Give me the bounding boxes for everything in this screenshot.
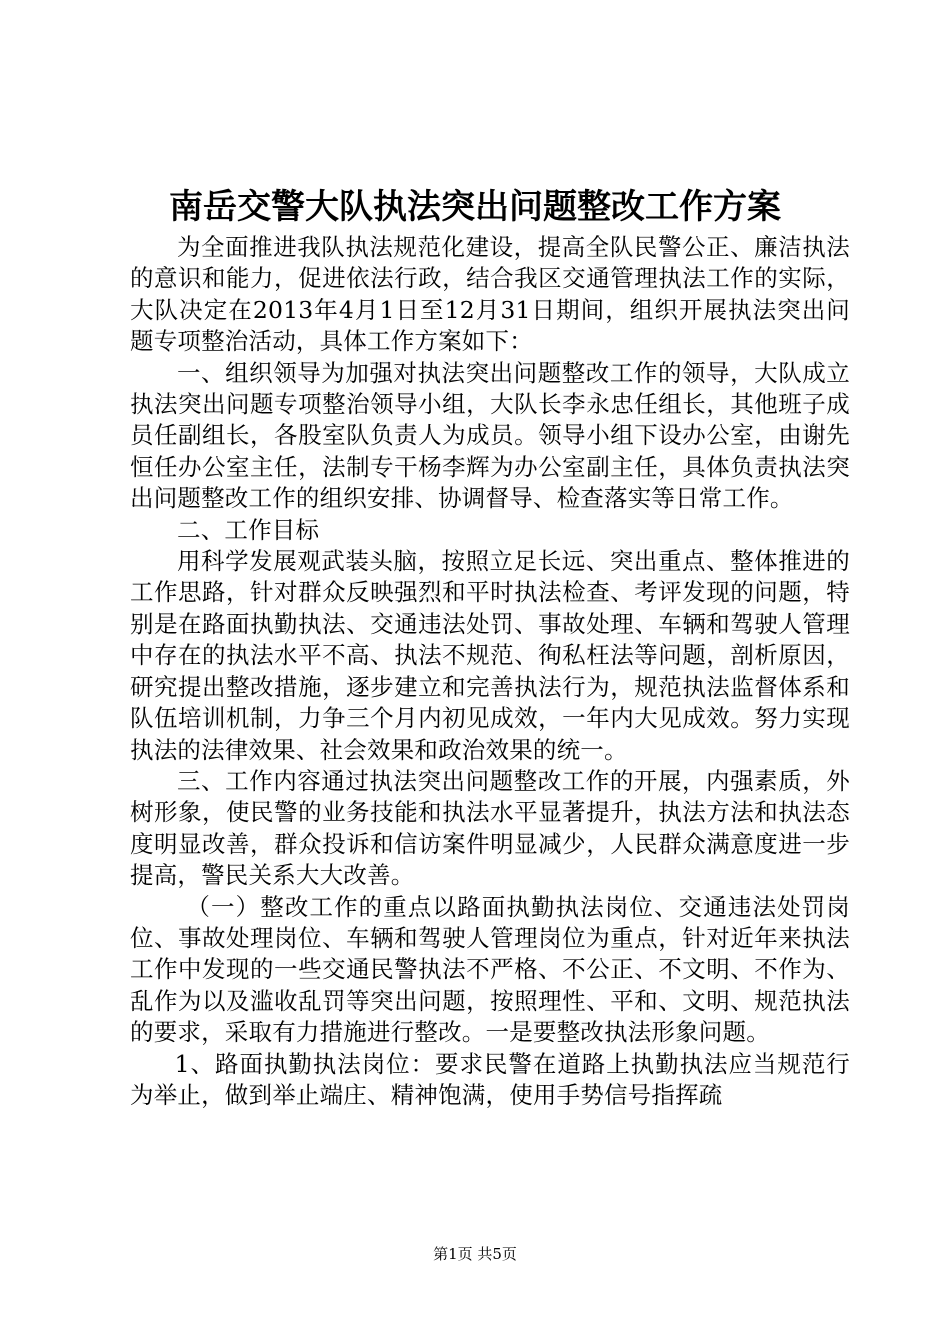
paragraph-road-duty: 1、路面执勤执法岗位：要求民警在道路上执勤执法应当规范行为举止，做到举止端庄、精神饱满，使用手势信号指挥疏 <box>130 1049 850 1109</box>
paragraph-intro: 为全面推进我队执法规范化建设，提高全队民警公正、廉洁执法的意识和能力，促进依法行政，结合我区交通管理执法工作的实际，大队决定在2013年4月1日至12月31日期间，组织开展执法突出问题专项整治活动，具体工作方案如下： <box>130 233 850 356</box>
document-body <box>130 232 850 1111</box>
paragraph-rectification-focus: （一）整改工作的重点以路面执勤执法岗位、交通违法处罚岗位、事故处理岗位、车辆和驾驶人管理岗位为重点，针对近年来执法工作中发现的一些交通民警执法不严格、不公正、不文明、不作为、乱作为以及滥收乱罚等突出问题，按照理性、平和、文明、规范执法的要求，采取有力措施进行整改。一是要整改执法形象问题。 <box>130 892 850 1047</box>
heading-work-goals: 二、工作目标 <box>177 515 320 544</box>
paragraph-organization: 一、组织领导为加强对执法突出问题整改工作的领导，大队成立执法突出问题专项整治领导小组，大队长李永忠任组长，其他班子成员任副组长，各股室队负责人为成员。领导小组下设办公室，由谢先恒任办公室主任，法制专干杨李辉为办公室副主任，具体负责执法突出问题整改工作的组织安排、协调督导、检查落实等日常工作。 <box>130 358 850 513</box>
page-footer: 第1页 共5页 <box>433 1245 517 1263</box>
paragraph-work-content: 三、工作内容通过执法突出问题整改工作的开展，内强素质，外树形象，使民警的业务技能和执法水平显著提升，执法方法和执法态度明显改善，群众投诉和信访案件明显减少，人民群众满意度进一步提高，警民关系大大改善。 <box>130 766 850 890</box>
document-title: 南岳交警大队执法突出问题整改工作方案 <box>169 187 781 227</box>
paragraph-work-goals: 用科学发展观武装头脑，按照立足长远、突出重点、整体推进的工作思路，针对群众反映强烈和平时执法检查、考评发现的问题，特别是在路面执勤执法、交通违法处罚、事故处理、车辆和驾驶人管理中存在的执法水平不高、执法不规范、徇私枉法等问题，剖析原因，研究提出整改措施，逐步建立和完善执法行为，规范执法监督体系和队伍培训机制，力争三个月内初见成效，一年内大见成效。努力实现执法的法律效果、社会效果和政治效果的统一。 <box>130 547 850 764</box>
